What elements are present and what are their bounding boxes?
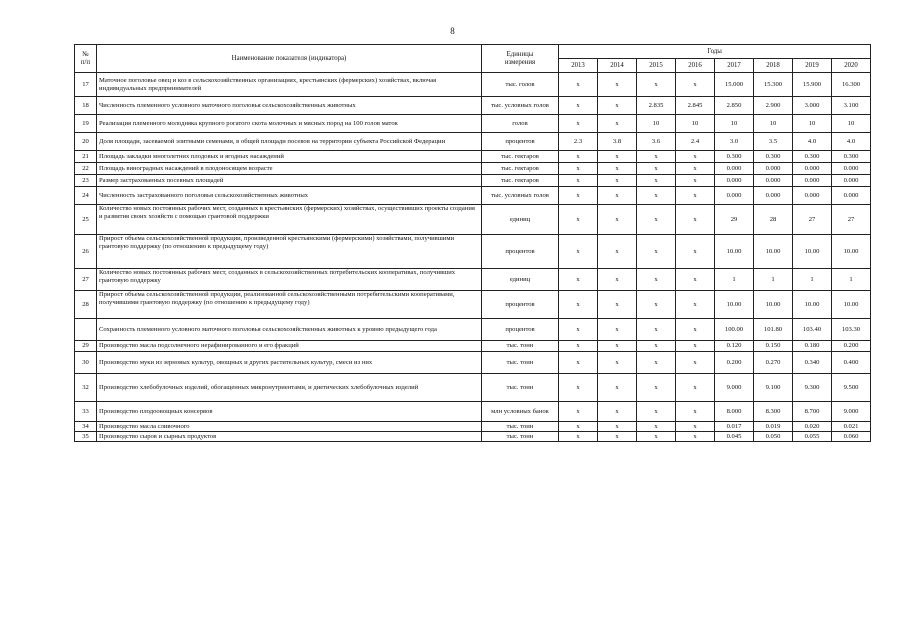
value-cell: 2.850 — [715, 97, 754, 115]
value-cell: x — [637, 402, 676, 422]
value-cell: 10 — [715, 115, 754, 133]
unit-of-measure: тыс. тонн — [482, 352, 559, 374]
value-cell: 0.020 — [793, 422, 832, 432]
year-2014: 2014 — [598, 59, 637, 73]
value-cell: x — [559, 235, 598, 269]
value-cell: 10.00 — [793, 291, 832, 319]
header-unit: Единицы измерения — [482, 45, 559, 73]
value-cell: x — [676, 422, 715, 432]
value-cell: 0.017 — [715, 422, 754, 432]
value-cell: x — [598, 422, 637, 432]
indicator-name: Производство сыров и сырных продуктов — [97, 432, 482, 442]
unit-of-measure: тыс. гектаров — [482, 151, 559, 163]
table-row — [75, 115, 871, 133]
value-cell: x — [598, 205, 637, 235]
value-cell: x — [598, 269, 637, 291]
value-cell: 1 — [793, 269, 832, 291]
value-cell: 0.340 — [793, 352, 832, 374]
value-cell: x — [676, 163, 715, 175]
page-number: 8 — [450, 26, 455, 36]
unit-of-measure: единиц — [482, 205, 559, 235]
indicator-name: Сохранность племенного условного маточного поголовья сельскохозяйственных животных к уровню предыдущего года — [97, 319, 482, 341]
value-cell: x — [598, 97, 637, 115]
row-number — [75, 319, 97, 341]
indicator-name: Количество новых постоянных рабочих мест, созданных в крестьянских (фермерских) хозяйствах, осуществивших проекты создания и развития своих хозяйств с помощью грантовой поддержки — [97, 205, 482, 235]
table-row — [75, 187, 871, 205]
indicators-table — [74, 44, 871, 442]
value-cell: 0.300 — [715, 151, 754, 163]
value-cell: 0.019 — [754, 422, 793, 432]
value-cell: 10 — [754, 115, 793, 133]
value-cell: x — [637, 163, 676, 175]
unit-of-measure: процентов — [482, 235, 559, 269]
value-cell: 0.021 — [832, 422, 871, 432]
unit-of-measure: голов — [482, 115, 559, 133]
row-number: 22 — [75, 163, 97, 175]
table-row — [75, 163, 871, 175]
value-cell: 0.050 — [754, 432, 793, 442]
value-cell: x — [637, 319, 676, 341]
year-2020: 2020 — [832, 59, 871, 73]
value-cell: 0.000 — [715, 175, 754, 187]
value-cell: x — [676, 235, 715, 269]
value-cell: x — [559, 187, 598, 205]
indicator-name: Прирост объема сельскохозяйственной продукции, произведенной крестьянскими (фермерскими) хозяйствами, получившими грантовую поддержку (по отношению к предыдущему году) — [97, 235, 482, 269]
indicator-name: Площадь виноградных насаждений в плодоносящем возрасте — [97, 163, 482, 175]
year-2019: 2019 — [793, 59, 832, 73]
row-number: 28 — [75, 291, 97, 319]
row-number: 17 — [75, 73, 97, 97]
table-row — [75, 97, 871, 115]
indicator-name: Количество новых постоянных рабочих мест, созданных в сельскохозяйственных потребительских кооперативах, получивших грантовую поддержку — [97, 269, 482, 291]
value-cell: 16.300 — [832, 73, 871, 97]
value-cell: 1 — [832, 269, 871, 291]
table-row — [75, 352, 871, 374]
value-cell: 2.835 — [637, 97, 676, 115]
value-cell: x — [559, 291, 598, 319]
value-cell: 0.000 — [832, 163, 871, 175]
row-number: 33 — [75, 402, 97, 422]
value-cell: 2.4 — [676, 133, 715, 151]
value-cell: 9.000 — [715, 374, 754, 402]
value-cell: 103.30 — [832, 319, 871, 341]
unit-of-measure: тыс. тонн — [482, 374, 559, 402]
row-number: 20 — [75, 133, 97, 151]
unit-of-measure: процентов — [482, 291, 559, 319]
value-cell: x — [676, 432, 715, 442]
year-2015: 2015 — [637, 59, 676, 73]
value-cell: x — [637, 291, 676, 319]
value-cell: x — [598, 163, 637, 175]
value-cell: x — [637, 341, 676, 352]
value-cell: x — [559, 402, 598, 422]
value-cell: 9.500 — [832, 374, 871, 402]
value-cell: 0.270 — [754, 352, 793, 374]
value-cell: 10.00 — [754, 291, 793, 319]
value-cell: x — [598, 432, 637, 442]
value-cell: 15.000 — [715, 73, 754, 97]
value-cell: x — [559, 352, 598, 374]
unit-of-measure: тыс. тонн — [482, 432, 559, 442]
value-cell: x — [676, 175, 715, 187]
value-cell: x — [676, 187, 715, 205]
value-cell: 10 — [637, 115, 676, 133]
value-cell: x — [637, 422, 676, 432]
value-cell: 10.00 — [793, 235, 832, 269]
value-cell: x — [559, 422, 598, 432]
table-row — [75, 73, 871, 97]
value-cell: x — [637, 374, 676, 402]
row-number: 19 — [75, 115, 97, 133]
value-cell: 3.000 — [793, 97, 832, 115]
value-cell: x — [637, 235, 676, 269]
row-number: 32 — [75, 374, 97, 402]
value-cell: 10.00 — [832, 291, 871, 319]
value-cell: x — [559, 175, 598, 187]
value-cell: 0.000 — [754, 187, 793, 205]
value-cell: 9.300 — [793, 374, 832, 402]
value-cell: 0.000 — [832, 175, 871, 187]
value-cell: x — [637, 352, 676, 374]
unit-of-measure: процентов — [482, 133, 559, 151]
value-cell: x — [598, 341, 637, 352]
unit-of-measure: тыс. условных голов — [482, 97, 559, 115]
value-cell: 0.045 — [715, 432, 754, 442]
value-cell: 10.00 — [715, 235, 754, 269]
table-row — [75, 291, 871, 319]
value-cell: 0.300 — [754, 151, 793, 163]
indicator-name: Размер застрахованных посевных площадей — [97, 175, 482, 187]
value-cell: 3.6 — [637, 133, 676, 151]
value-cell: x — [559, 269, 598, 291]
value-cell: 0.000 — [793, 187, 832, 205]
value-cell: 4.0 — [832, 133, 871, 151]
value-cell: 0.060 — [832, 432, 871, 442]
indicator-name: Численность племенного условного маточного поголовья сельскохозяйственных животных — [97, 97, 482, 115]
row-number: 27 — [75, 269, 97, 291]
table-row — [75, 151, 871, 163]
table-row — [75, 175, 871, 187]
unit-of-measure: единиц — [482, 269, 559, 291]
value-cell: x — [676, 291, 715, 319]
table-row — [75, 205, 871, 235]
value-cell: x — [598, 291, 637, 319]
value-cell: x — [598, 402, 637, 422]
unit-of-measure: млн условных банок — [482, 402, 559, 422]
row-number: 26 — [75, 235, 97, 269]
table-row — [75, 235, 871, 269]
value-cell: 0.000 — [715, 163, 754, 175]
indicator-name: Реализация племенного молодняка крупного рогатого скота молочных и мясных пород на 100 голов маток — [97, 115, 482, 133]
value-cell: 4.0 — [793, 133, 832, 151]
table-row — [75, 319, 871, 341]
value-cell: 2.900 — [754, 97, 793, 115]
table-row — [75, 422, 871, 432]
value-cell: x — [598, 73, 637, 97]
value-cell: x — [598, 235, 637, 269]
unit-of-measure: тыс. условных голов — [482, 187, 559, 205]
value-cell: 3.5 — [754, 133, 793, 151]
value-cell: x — [598, 352, 637, 374]
value-cell: x — [676, 73, 715, 97]
unit-of-measure: тыс. голов — [482, 73, 559, 97]
value-cell: x — [559, 97, 598, 115]
value-cell: 15.900 — [793, 73, 832, 97]
value-cell: 29 — [715, 205, 754, 235]
row-number: 35 — [75, 432, 97, 442]
value-cell: x — [559, 151, 598, 163]
value-cell: 0.400 — [832, 352, 871, 374]
value-cell: 0.055 — [793, 432, 832, 442]
value-cell: x — [676, 352, 715, 374]
header-years: Годы — [559, 45, 871, 59]
value-cell: x — [598, 319, 637, 341]
value-cell: x — [598, 374, 637, 402]
header-name: Наименование показателя (индикатора) — [97, 45, 482, 73]
value-cell: 0.000 — [793, 163, 832, 175]
value-cell: 103.40 — [793, 319, 832, 341]
value-cell: x — [676, 151, 715, 163]
value-cell: x — [559, 163, 598, 175]
table-row — [75, 402, 871, 422]
value-cell: x — [559, 432, 598, 442]
value-cell: 2.3 — [559, 133, 598, 151]
value-cell: 0.000 — [832, 187, 871, 205]
value-cell: 10.00 — [715, 291, 754, 319]
value-cell: x — [637, 175, 676, 187]
value-cell: 0.300 — [793, 151, 832, 163]
table-row — [75, 432, 871, 442]
table-row — [75, 269, 871, 291]
value-cell: 10.00 — [832, 235, 871, 269]
value-cell: 0.150 — [754, 341, 793, 352]
value-cell: 0.200 — [715, 352, 754, 374]
value-cell: 10 — [832, 115, 871, 133]
indicator-name: Доля площади, засеваемой элитными семенами, в общей площади посевов на территории субъекта Российской Федерации — [97, 133, 482, 151]
value-cell: x — [559, 73, 598, 97]
indicator-name: Маточное поголовье овец и коз в сельскохозяйственных организациях, крестьянских (фермерских) хозяйствах, включая индивидуальных предпринимателей — [97, 73, 482, 97]
value-cell: x — [559, 319, 598, 341]
value-cell: x — [598, 175, 637, 187]
value-cell: x — [676, 269, 715, 291]
value-cell: 0.180 — [793, 341, 832, 352]
indicator-name: Производство масла подсолнечного нерафинированного и его фракций — [97, 341, 482, 352]
row-number: 18 — [75, 97, 97, 115]
value-cell: 0.300 — [832, 151, 871, 163]
value-cell: x — [637, 187, 676, 205]
indicator-name: Площадь закладки многолетних плодовых и ягодных насаждений — [97, 151, 482, 163]
value-cell: 10 — [676, 115, 715, 133]
value-cell: x — [637, 432, 676, 442]
value-cell: x — [637, 269, 676, 291]
value-cell: x — [598, 151, 637, 163]
value-cell: 100.00 — [715, 319, 754, 341]
header-num: № п/п — [75, 45, 97, 73]
value-cell: 0.200 — [832, 341, 871, 352]
value-cell: x — [559, 205, 598, 235]
value-cell: 0.000 — [754, 163, 793, 175]
value-cell: x — [598, 115, 637, 133]
year-2013: 2013 — [559, 59, 598, 73]
indicator-name: Численность застрахованного поголовья сельскохозяйственных животных — [97, 187, 482, 205]
value-cell: 10 — [793, 115, 832, 133]
value-cell: 0.000 — [793, 175, 832, 187]
unit-of-measure: тыс. гектаров — [482, 175, 559, 187]
value-cell: 1 — [754, 269, 793, 291]
value-cell: 9.000 — [832, 402, 871, 422]
value-cell: x — [559, 374, 598, 402]
year-2018: 2018 — [754, 59, 793, 73]
indicator-name: Производство муки из зерновых культур, овощных и других растительных культур, смеси из них — [97, 352, 482, 374]
value-cell: x — [637, 73, 676, 97]
value-cell: 0.000 — [715, 187, 754, 205]
table-row — [75, 374, 871, 402]
row-number: 29 — [75, 341, 97, 352]
value-cell: x — [676, 341, 715, 352]
row-number: 25 — [75, 205, 97, 235]
row-number: 24 — [75, 187, 97, 205]
table-row — [75, 341, 871, 352]
row-number: 23 — [75, 175, 97, 187]
unit-of-measure: тыс. тонн — [482, 422, 559, 432]
value-cell: 10.00 — [754, 235, 793, 269]
value-cell: 28 — [754, 205, 793, 235]
year-2016: 2016 — [676, 59, 715, 73]
row-number: 30 — [75, 352, 97, 374]
unit-of-measure: тыс. гектаров — [482, 163, 559, 175]
value-cell: 8.300 — [754, 402, 793, 422]
indicator-name: Производство хлебобулочных изделий, обогащенных микронутриентами, и диетических хлебобулочных изделий — [97, 374, 482, 402]
value-cell: 0.120 — [715, 341, 754, 352]
value-cell: 8.000 — [715, 402, 754, 422]
value-cell: x — [676, 319, 715, 341]
value-cell: x — [676, 402, 715, 422]
value-cell: 3.100 — [832, 97, 871, 115]
value-cell: 3.8 — [598, 133, 637, 151]
unit-of-measure: процентов — [482, 319, 559, 341]
value-cell: x — [637, 205, 676, 235]
value-cell: 1 — [715, 269, 754, 291]
value-cell: 9.100 — [754, 374, 793, 402]
value-cell: x — [559, 341, 598, 352]
value-cell: x — [598, 187, 637, 205]
value-cell: x — [676, 374, 715, 402]
indicator-name: Прирост объема сельскохозяйственной продукции, реализованной сельскохозяйственными потребительскими кооперативами, получившими грантовую поддержку (по отношению к предыдущему году) — [97, 291, 482, 319]
value-cell: x — [637, 151, 676, 163]
value-cell: 15.300 — [754, 73, 793, 97]
indicator-name: Производство масла сливочного — [97, 422, 482, 432]
value-cell: 8.700 — [793, 402, 832, 422]
value-cell: x — [559, 115, 598, 133]
value-cell: x — [676, 205, 715, 235]
value-cell: 2.845 — [676, 97, 715, 115]
year-2017: 2017 — [715, 59, 754, 73]
row-number: 34 — [75, 422, 97, 432]
indicator-name: Производство плодоовощных консервов — [97, 402, 482, 422]
unit-of-measure: тыс. тонн — [482, 341, 559, 352]
value-cell: 101.80 — [754, 319, 793, 341]
table-row — [75, 133, 871, 151]
value-cell: 27 — [793, 205, 832, 235]
row-number: 21 — [75, 151, 97, 163]
value-cell: 27 — [832, 205, 871, 235]
value-cell: 0.000 — [754, 175, 793, 187]
value-cell: 3.0 — [715, 133, 754, 151]
